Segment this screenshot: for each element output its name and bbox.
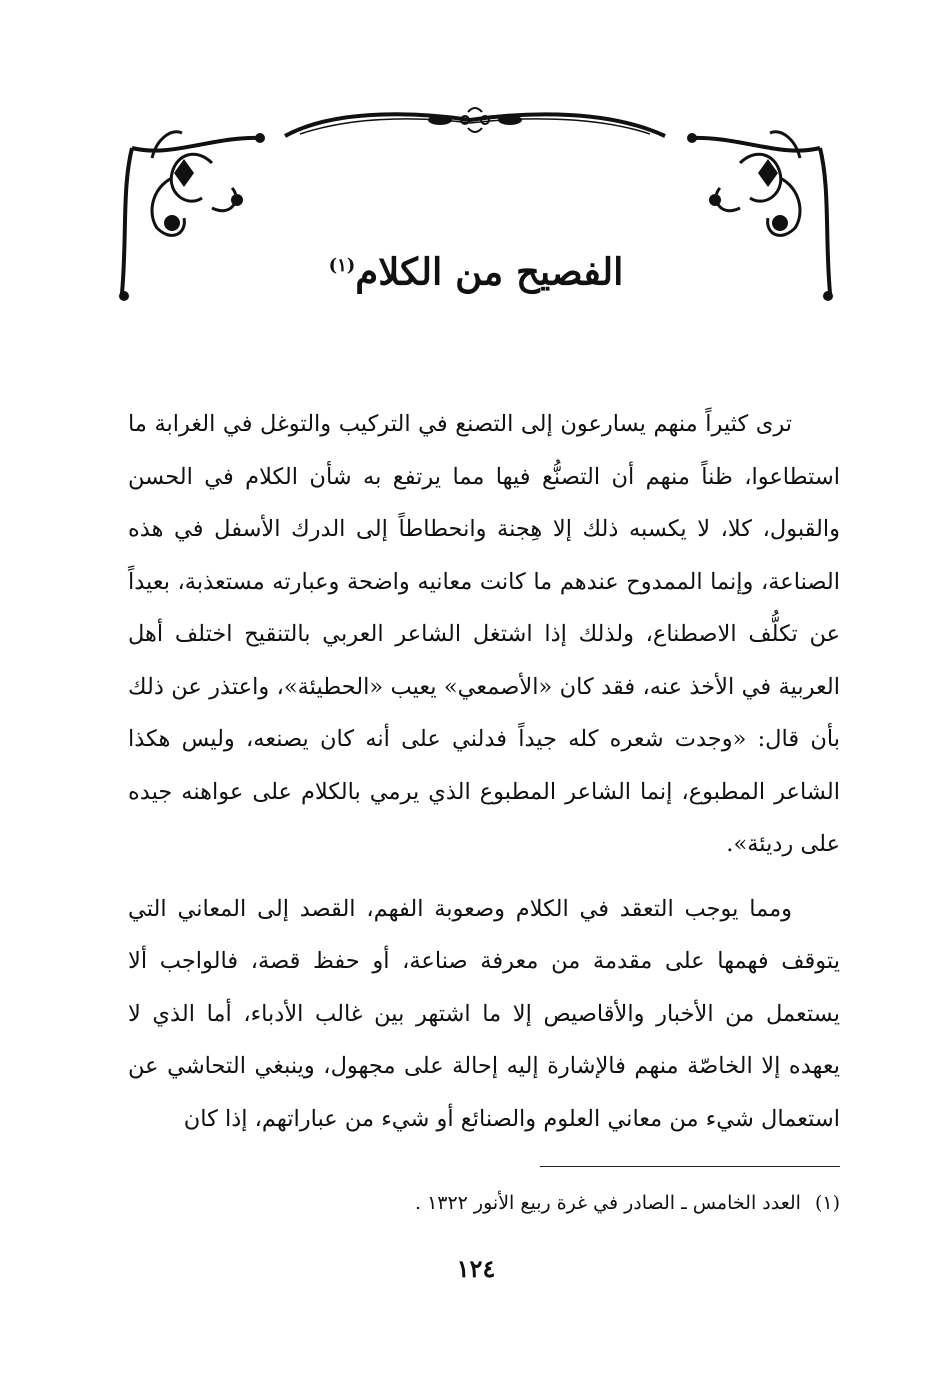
top-swash-ornament	[280, 96, 670, 156]
page-number: ١٢٤	[456, 1254, 496, 1283]
footnote	[300, 1186, 840, 1220]
paragraph-1: ترى كثيراً منهم يسارعون إلى التصنع في التركيب والتوغل في الغرابة ما استطاعوا، ظناً منهم أن التصنُّع فيها مما يرتفع به شأن الكلام في الحسن والقبول، كلا، لا يكسبه ذلك إلا هِجنة وانحطاطاً إلى الدرك الأسفل في هذه الصناعة، وإنما الممدوح عندهم ما كانت معانيه واضحة وعبارته مستعذبة، بعيداً عن تكلُّف الاصطناع، ولذلك إذا اشتغل الشاعر العربي بالتنقيح اختلف أهل العربية في الأخذ عنه، فقد كان «الأصمعي» يعيب «الحطيئة»، واعتذر عن ذلك بأن قال: «وجدت شعره كله جيداً فدلني على أنه كان يصنعه، وليس هكذا الشاعر المطبوع، إنما الشاعر المطبوع الذي يرمي بالكلام على عواهنه جيده على رديئة».	[128, 411, 840, 857]
footnote-text: العدد الخامس ـ الصادر في غرة ربيع الأنور ١٣٢٢ .	[414, 1192, 801, 1214]
chapter-title-text: الفصيح من الكلام	[355, 249, 624, 294]
left-corner-ornament	[112, 118, 272, 303]
right-corner-ornament	[680, 118, 840, 303]
paragraph-2: ومما يوجب التعقد في الكلام وصعوبة الفهم، القصد إلى المعاني التي يتوقف فهمها على مقدمة من معرفة صناعة، أو حفظ قصة، فالواجب ألا يستعمل من الأخبار والأقاصيص إلا ما اشتهر بين غالب الأدباء، أما الذي لا يعهده إلا الخاصّة منهم فالإشارة إليه إحالة على مجهول، وينبغي التحاشي عن استعمال شيء من معاني العلوم والصنائع أو شيء من عباراتهم، إذا كان	[128, 895, 840, 1132]
body-text	[128, 398, 840, 1145]
footnote-number: (١)	[814, 1192, 840, 1214]
title-footnote-marker[interactable]: (١)	[328, 255, 356, 276]
chapter-title	[250, 236, 702, 301]
footnote-divider	[540, 1166, 840, 1167]
